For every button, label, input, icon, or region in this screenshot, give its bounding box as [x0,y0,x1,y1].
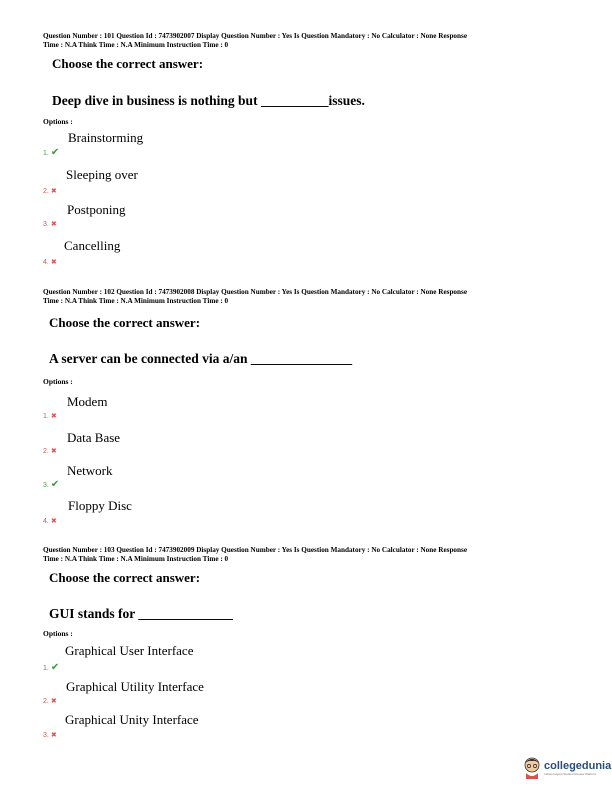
option-text: Graphical Unity Interface [65,712,199,727]
question-text: A server can be connected via a/an _______________ [49,351,353,366]
cross-icon: ✖ [50,447,57,455]
option-text: Floppy Disc [68,498,132,513]
cross-icon: ✖ [50,412,57,420]
options-label: Options : [43,377,73,386]
question-meta-line1: Question Number : 103 Question Id : 7473902009 Display Question Number : Yes Is Question Mandatory : No Calculator : None Response [43,546,468,554]
option-number: 3. ✖ [43,220,57,228]
option-text: Graphical Utility Interface [66,679,204,694]
instruction-text: Choose the correct answer: [52,56,204,71]
options-label: Options : [43,629,73,638]
check-icon: ✔ [50,479,60,490]
question-meta-line1: Question Number : 101 Question Id : 7473902007 Display Question Number : Yes Is Question Mandatory : No Calculator : None Response [43,32,468,40]
brand-tagline: India's largest Student Review Platform [544,772,597,776]
question-meta-line2: Time : N.A Think Time : N.A Minimum Instruction Time : 0 [43,297,229,305]
option-number: 1. ✔ [43,147,60,158]
option-number: 1. ✖ [43,412,57,420]
question-meta-line1: Question Number : 102 Question Id : 7473902008 Display Question Number : Yes Is Question Mandatory : No Calculator : None Response [43,288,468,296]
question-meta-line2: Time : N.A Think Time : N.A Minimum Instruction Time : 0 [43,41,229,49]
collegedunia-logo [522,757,611,779]
cross-icon: ✖ [50,220,57,228]
check-icon: ✔ [50,147,60,158]
brand-name: collegedunia [544,760,612,772]
option-number: 3. ✔ [43,479,60,490]
cross-icon: ✖ [50,258,57,266]
option-text: Graphical User Interface [65,643,194,658]
options-label: Options : [43,117,73,126]
option-text: Network [67,463,113,478]
instruction-text: Choose the correct answer: [49,570,201,585]
option-number: 2. ✖ [43,447,57,455]
cross-icon: ✖ [50,731,57,739]
option-number: 1. ✔ [43,662,60,673]
option-number: 2. ✖ [43,697,57,705]
cross-icon: ✖ [50,517,57,525]
option-number: 3. ✖ [43,731,57,739]
option-number: 4. ✖ [43,517,57,525]
cross-icon: ✖ [50,697,57,705]
question-meta-line2: Time : N.A Think Time : N.A Minimum Instruction Time : 0 [43,555,229,563]
check-icon: ✔ [50,662,60,673]
option-text: Modem [67,394,108,409]
option-text: Brainstorming [68,130,144,145]
option-text: Sleeping over [66,167,138,182]
mascot-icon [522,757,542,779]
question-text: Deep dive in business is nothing but __________issues. [52,93,365,108]
option-text: Data Base [67,430,121,445]
option-text: Postponing [67,202,126,217]
question-text: GUI stands for ______________ [49,606,233,621]
option-number: 4. ✖ [43,258,57,266]
option-text: Cancelling [64,238,121,253]
option-number: 2. ✖ [43,187,57,195]
instruction-text: Choose the correct answer: [49,315,201,330]
cross-icon: ✖ [50,187,57,195]
